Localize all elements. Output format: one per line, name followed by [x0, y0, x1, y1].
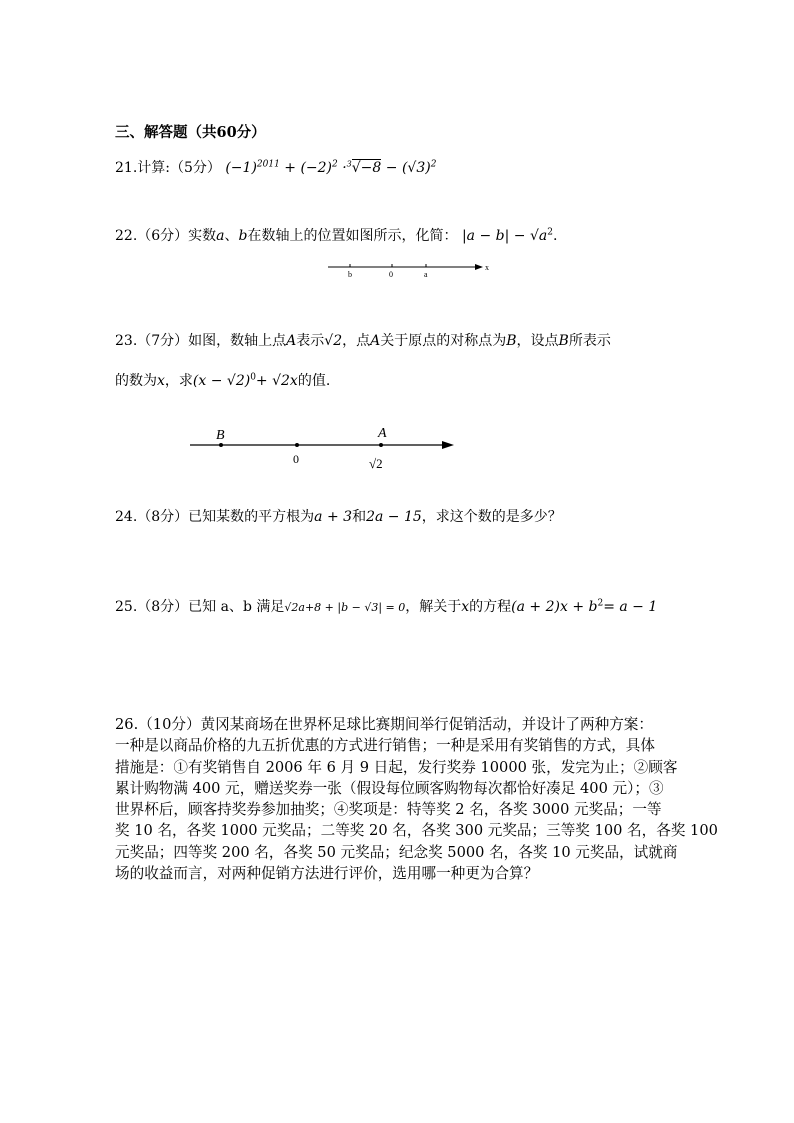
q25-mid-2: 的方程 [469, 599, 512, 615]
q26-line: 奖 10 名，各奖 1000 元奖品；二等奖 20 名，各奖 300 元奖品；三等奖 100 名，各奖 100 [115, 822, 718, 840]
q26-line: 元奖品；四等奖 200 名，各奖 50 元奖品；纪念奖 5000 名，各奖 10 元奖品，试就商 [115, 843, 678, 861]
question-24 [115, 506, 562, 526]
q23-label-b: B [216, 428, 225, 443]
q23-point-a: A [286, 333, 297, 349]
section-title: 三、解答题（共60分） [115, 124, 266, 141]
q22-text: 在数轴上的位置如图所示，化简： [247, 228, 458, 244]
q21-cbrt-arg: −8 [360, 160, 382, 176]
q26-line: 措施是：①有奖销售自 2006 年 6 月 9 日起，发行奖券 10000 张，发完为止；②顾客 [115, 758, 678, 776]
q23-dot-b [219, 443, 223, 447]
q23-text-7: 的数为 [115, 373, 157, 389]
q22-expression: |a − b| − √a [461, 228, 548, 244]
q26-line: 一种是以商品价格的九五折优惠的方式进行销售；一种是采用有奖销售的方式，具体 [115, 737, 655, 755]
q23-text-6: 所表示 [568, 333, 611, 349]
q25-exponent: 2 [597, 598, 604, 609]
q26-line: 世界杯后，顾客持奖券参加抽奖；④奖项是：特等奖 2 名，各奖 3000 元奖品；一等 [115, 801, 662, 819]
q23-var-x: x [157, 373, 165, 389]
q23-text-4: 关于原点的对称点为 [380, 333, 507, 349]
q21-term-3: − (√3) [385, 160, 431, 176]
question-21 [115, 157, 436, 177]
q22-label-a: a [424, 270, 428, 279]
q26-line: 场的收益而言，对两种促销方法进行评价，选用哪一种更为合算？ [115, 865, 539, 883]
q24-expr-1: a + 3 [314, 509, 353, 525]
q24-expr-2: 2a − 15 [366, 509, 422, 525]
question-26 [115, 714, 718, 884]
q23-text-8: ，求 [164, 373, 193, 389]
q22-sep: 、 [224, 228, 239, 244]
q25-expression: √2a+8 + |b − √3| = 0 [284, 601, 406, 614]
q23-point-b: B [506, 333, 517, 349]
question-23-line-1 [115, 330, 611, 350]
q22-end: . [552, 228, 558, 244]
q23-text-9: 的值. [297, 373, 331, 389]
q23-text-5: ，设点 [516, 333, 559, 349]
q23-exponent: 0 [250, 372, 256, 383]
q23-text-3: ，点 [342, 333, 371, 349]
q25-prefix: 25.（8分）已知 a、b 满足 [115, 599, 285, 615]
q26-line: 累计购物满 400 元，赠送奖券一张（假设每位顾客购物每次都恰好凑足 400 元）；③ [115, 779, 664, 797]
q23-point-b-2: B [558, 333, 569, 349]
q21-cbrt-index: 3 [346, 159, 352, 169]
q21-dot: · [342, 160, 347, 176]
q23-sqrt2: √2 [324, 333, 343, 349]
q21-prefix: 21.计算:（5分） [115, 160, 221, 176]
q21-exp-2011: 2011 [256, 159, 280, 170]
q25-mid: ，解关于 [405, 599, 462, 615]
q23-label-a: A [378, 426, 387, 441]
q23-axis-arrow [442, 441, 454, 449]
q23-text-2: 表示 [296, 333, 325, 349]
q24-and: 和 [352, 509, 367, 525]
question-23-line-2 [115, 370, 330, 390]
q25-equation: (a + 2)x + b [511, 599, 598, 615]
question-22 [115, 225, 557, 245]
q23-label-sqrt2: √2 [369, 456, 383, 471]
q23-expression: (x − √2) [192, 373, 251, 389]
q21-term-2: + (−2) [284, 160, 333, 176]
q23-dot-a [379, 443, 383, 447]
q23-expression-2: + √2x [255, 373, 298, 389]
q25-var-x: x [461, 599, 470, 615]
q23-text-1: 23.（7分）如图，数轴上点 [115, 333, 287, 349]
q22-var-a: a [216, 228, 225, 244]
q24-prefix: 24.（8分）已知某数的平方根为 [115, 509, 315, 525]
q23-dot-0 [295, 443, 299, 447]
q26-line: 26.（10分）黄冈某商场在世界杯足球比赛期间举行促销活动，并设计了两种方案： [115, 716, 653, 733]
q22-axis-arrow [475, 264, 483, 270]
q23-number-line [188, 423, 460, 475]
q24-suffix: ，求这个数的是多少？ [421, 509, 562, 525]
q25-equation-2: = a − 1 [603, 599, 658, 615]
q22-exponent: 2 [547, 227, 553, 238]
q21-exp-square: 2 [332, 159, 338, 170]
q23-point-a-2: A [370, 333, 381, 349]
q22-label-b: b [348, 270, 352, 279]
q23-label-0: 0 [293, 452, 299, 466]
q22-label-0: 0 [389, 270, 393, 279]
q21-term-1: (−1) [225, 160, 257, 176]
question-25 [115, 596, 657, 616]
q22-var-b: b [238, 228, 248, 244]
q21-expression: $(-1)^{2011} + (-2)^2 \cdot^3√-8 - (√3)^2$ [225, 159, 437, 176]
q22-prefix: 22.（6分）实数 [115, 228, 217, 244]
q22-label-x: x [485, 263, 489, 272]
q21-exp-square-2: 2 [430, 159, 437, 170]
q22-number-line [325, 259, 495, 279]
